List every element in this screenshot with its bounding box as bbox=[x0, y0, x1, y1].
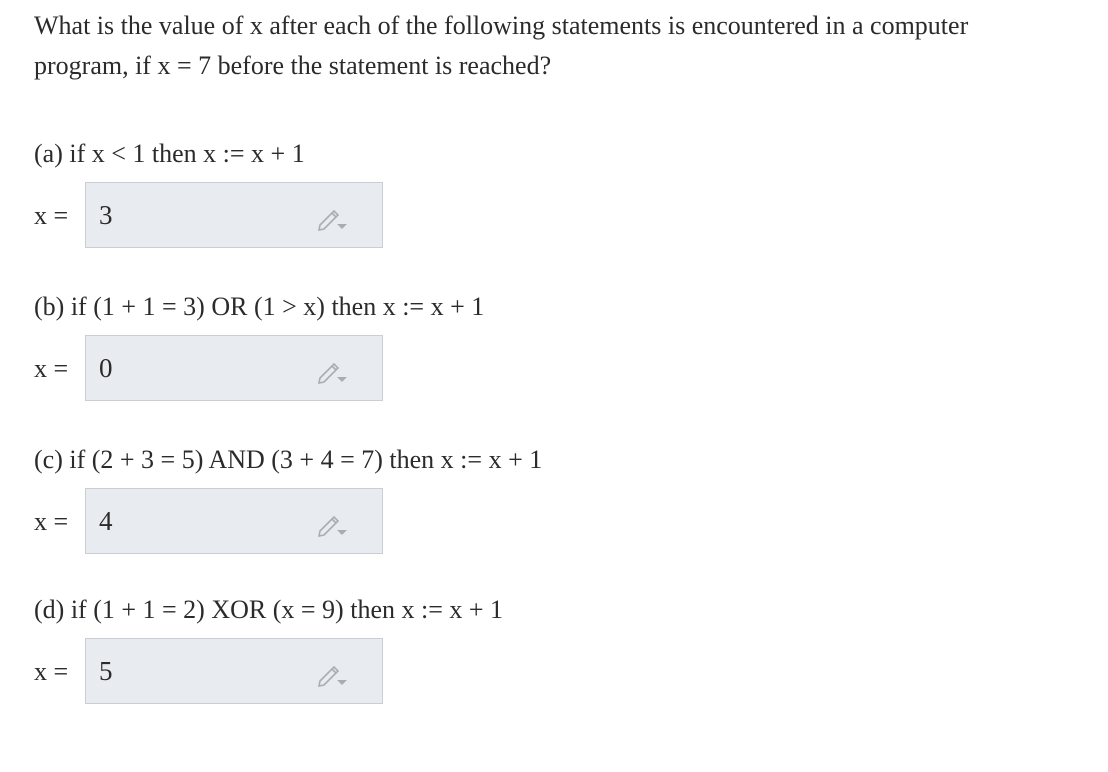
part-b-statement: (b) if (1 + 1 = 3) OR (1 > x) then x := x + 1 bbox=[34, 292, 485, 321]
part-d-answer-row bbox=[34, 638, 503, 706]
part-b-answer-row bbox=[34, 335, 484, 403]
part-d bbox=[34, 590, 503, 706]
part-c-answer-value: 4 bbox=[99, 506, 113, 536]
part-c-answer-field[interactable] bbox=[85, 488, 383, 554]
part-c-answer-row bbox=[34, 488, 542, 556]
x-equals-label: x = bbox=[34, 354, 69, 383]
part-a-answer-value: 3 bbox=[99, 200, 113, 230]
pencil-dropdown-icon[interactable] bbox=[316, 203, 350, 233]
question-line-2: program, if x = 7 before the statement is reached? bbox=[34, 51, 552, 80]
part-c-statement: (c) if (2 + 3 = 5) AND (3 + 4 = 7) then x := x + 1 bbox=[34, 445, 543, 474]
part-b bbox=[34, 287, 484, 403]
question-line-1: What is the value of x after each of the following statements is encountered in a computer bbox=[34, 11, 969, 40]
x-equals-label: x = bbox=[34, 657, 69, 686]
x-equals-label: x = bbox=[34, 507, 69, 536]
part-a bbox=[34, 134, 305, 250]
x-equals-label: x = bbox=[34, 201, 69, 230]
part-d-answer-value: 5 bbox=[99, 656, 113, 686]
part-b-answer-field[interactable] bbox=[85, 335, 383, 401]
part-a-statement: (a) if x < 1 then x := x + 1 bbox=[34, 139, 305, 168]
part-a-answer-field[interactable] bbox=[85, 182, 383, 248]
part-b-answer-value: 0 bbox=[99, 353, 113, 383]
part-a-answer-row bbox=[34, 182, 305, 250]
part-d-statement: (d) if (1 + 1 = 2) XOR (x = 9) then x := x + 1 bbox=[34, 595, 504, 624]
pencil-dropdown-icon[interactable] bbox=[316, 509, 350, 539]
pencil-dropdown-icon[interactable] bbox=[316, 659, 350, 689]
pencil-dropdown-icon[interactable] bbox=[316, 356, 350, 386]
part-c bbox=[34, 440, 542, 556]
part-d-answer-field[interactable] bbox=[85, 638, 383, 704]
question-prompt bbox=[34, 6, 1108, 86]
